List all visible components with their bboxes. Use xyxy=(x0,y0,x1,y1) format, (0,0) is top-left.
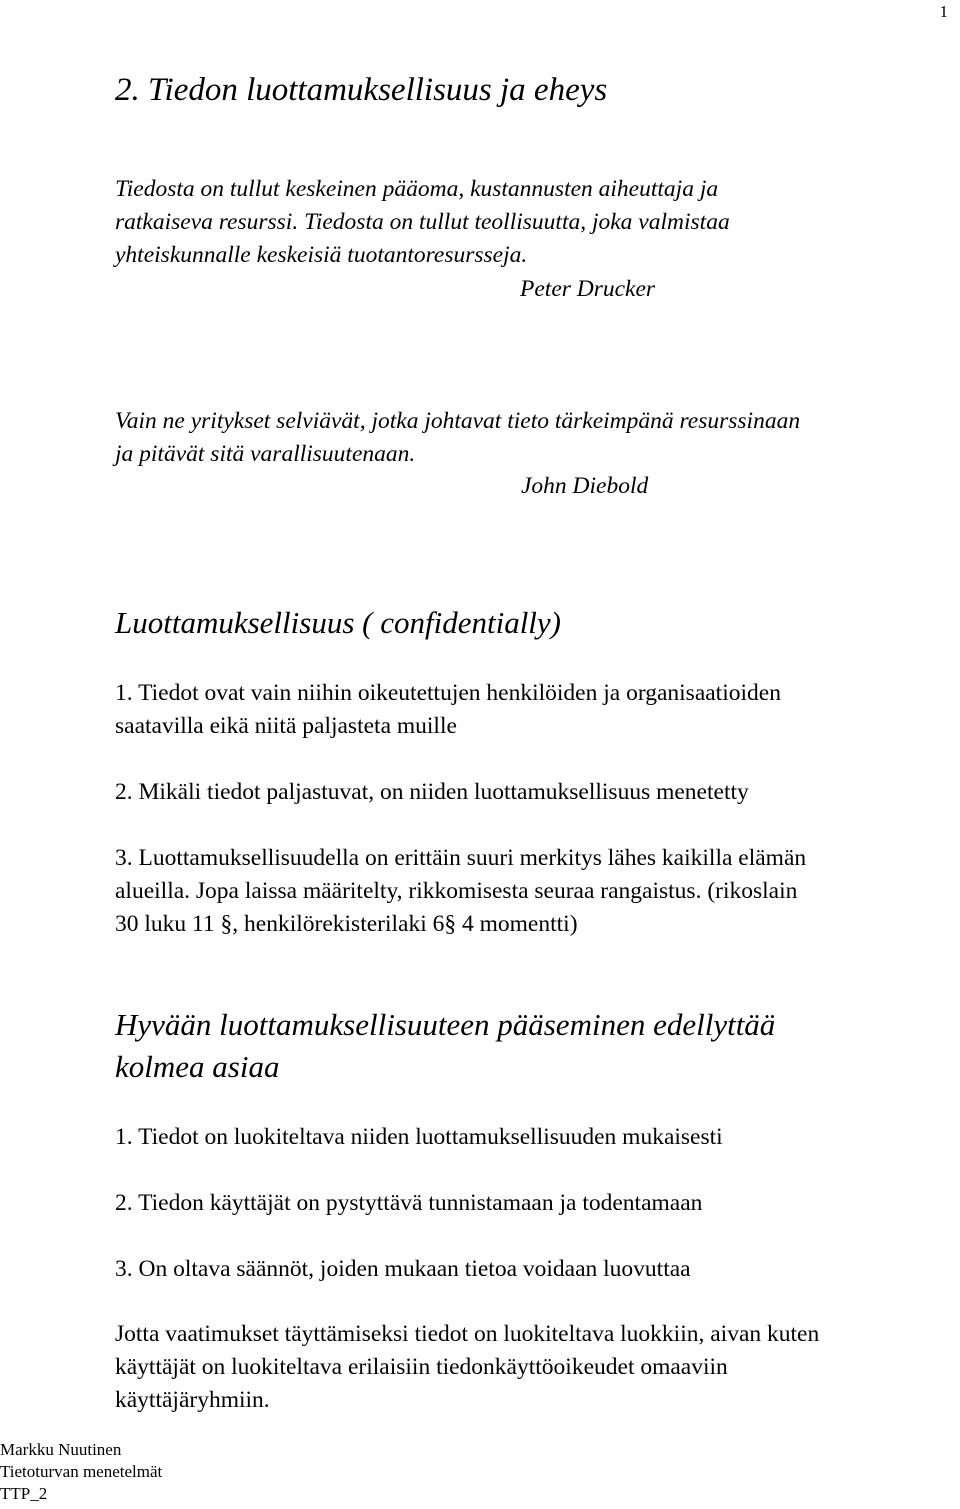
page-title: 2. Tiedon luottamuksellisuus ja eheys xyxy=(115,72,608,108)
quote-line: ratkaiseva resurssi. Tiedosta on tullut teollisuutta, joka valmistaa xyxy=(115,209,730,235)
footer-course: Tietoturvan menetelmät xyxy=(0,1462,163,1481)
paragraph-line: käyttäjäryhmiin. xyxy=(115,1387,270,1413)
heading-line: kolmea asiaa xyxy=(115,1049,280,1084)
footer-author: Markku Nuutinen xyxy=(0,1440,122,1459)
list-item-line: 2. Mikäli tiedot paljastuvat, on niiden luottamuksellisuus menetetty xyxy=(115,779,749,805)
requirement-item-1: 1. Tiedot on luokiteltava niiden luottamuksellisuuden mukaisesti xyxy=(115,1124,723,1150)
quote-line: Vain ne yritykset selviävät, jotka johtavat tieto tärkeimpänä resurssinaan xyxy=(115,408,801,434)
list-item-line: 3. Luottamuksellisuudella on erittäin suuri merkitys lähes kaikilla elämän xyxy=(115,845,807,871)
requirement-item-2: 2. Tiedon käyttäjät on pystyttävä tunnistamaan ja todentamaan xyxy=(115,1190,703,1216)
section-heading-confidentiality: Luottamuksellisuus ( confidentially) xyxy=(115,605,562,640)
footer-code: TTP_2 xyxy=(0,1484,48,1503)
heading-line: Hyvään luottamuksellisuuteen pääseminen edellyttää xyxy=(115,1007,776,1042)
list-item-2 xyxy=(115,776,749,809)
quote-diebold xyxy=(115,405,800,471)
list-item-line: 1. Tiedot ovat vain niihin oikeutettujen henkilöiden ja organisaatioiden xyxy=(115,680,781,706)
quote-line: ja pitävät sitä varallisuutenaan. xyxy=(115,441,416,467)
quote-line: Tiedosta on tullut keskeinen pääoma, kustannusten aiheuttaja ja xyxy=(115,176,719,202)
list-item-line: alueilla. Jopa laissa määritelty, rikkomisesta seuraa rangaistus. (rikoslain xyxy=(115,878,798,904)
paragraph-line: Jotta vaatimukset täyttämiseksi tiedot on luokiteltava luokkiin, aivan kuten xyxy=(115,1321,820,1347)
list-item-1 xyxy=(115,677,781,743)
section-heading-requirements xyxy=(115,1004,775,1088)
paragraph-line: käyttäjät on luokiteltava erilaisiin tiedonkäyttöoikeudet omaaviin xyxy=(115,1354,728,1380)
quote-drucker xyxy=(115,173,730,272)
quote-author-drucker: Peter Drucker xyxy=(520,276,656,302)
closing-paragraph xyxy=(115,1318,819,1417)
list-item-3 xyxy=(115,842,806,941)
list-item-line: 30 luku 11 §, henkilörekisterilaki 6§ 4 momentti) xyxy=(115,911,578,937)
requirement-item-3: 3. On oltava säännöt, joiden mukaan tietoa voidaan luovuttaa xyxy=(115,1256,691,1282)
quote-author-diebold: John Diebold xyxy=(521,473,649,499)
list-item-line: saatavilla eikä niitä paljasteta muille xyxy=(115,713,457,739)
footer xyxy=(0,1439,162,1505)
page-number: 1 xyxy=(939,2,948,21)
quote-line: yhteiskunnalle keskeisiä tuotantoresursseja. xyxy=(115,242,528,268)
